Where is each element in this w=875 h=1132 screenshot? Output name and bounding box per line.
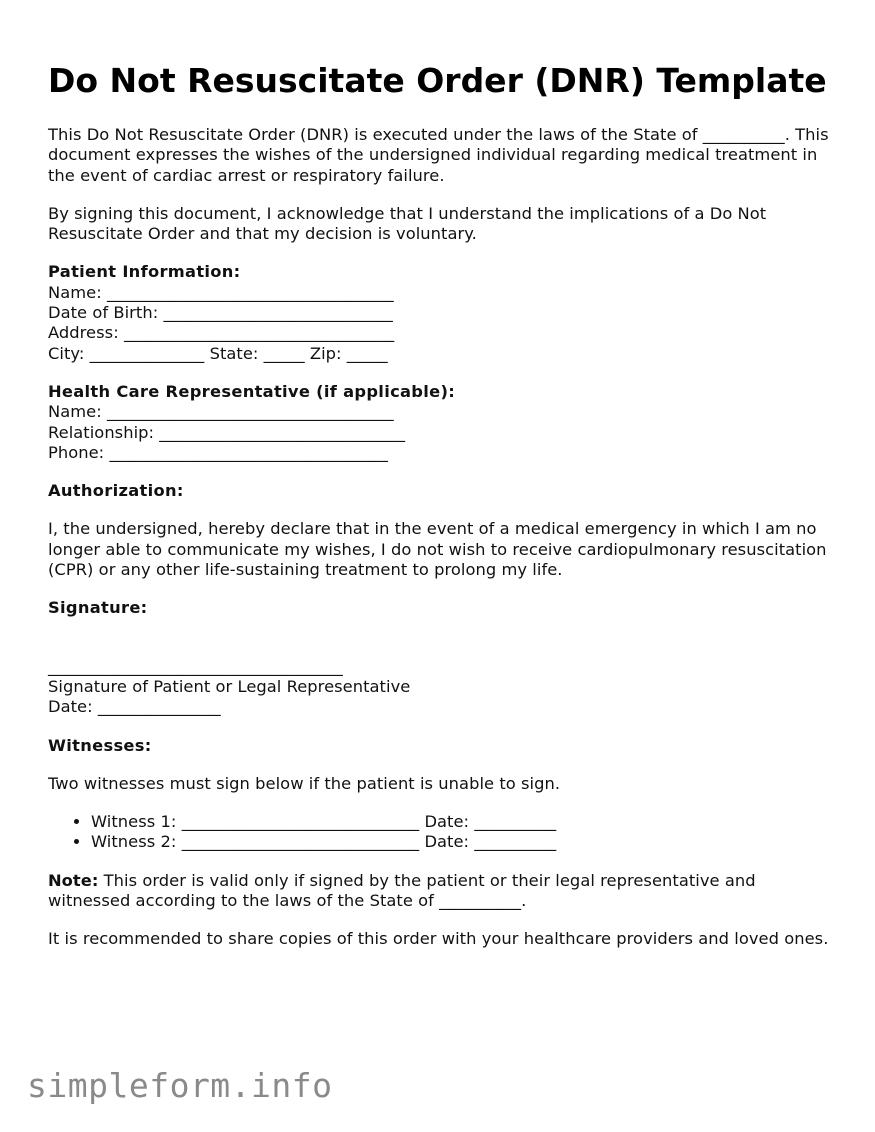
signature-heading: Signature: (48, 598, 148, 618)
patient-information-section (48, 262, 838, 363)
signature-section (48, 637, 838, 718)
patient-name-field: Name: ___________________________________ (48, 282, 394, 302)
intro-paragraph: This Do Not Resuscitate Order (DNR) is executed under the laws of the State of __________. This document expresses the wishes of the undersigned individual regarding medical treatment in the event of cardiac arrest or respiratory failure. (48, 125, 829, 185)
note-text: This order is valid only if signed by the patient or their legal representative and witnessed according to the laws of the State of __________. (48, 870, 756, 911)
patient-dob-field: Date of Birth: ____________________________ (48, 303, 393, 323)
signature-label: Signature of Patient or Legal Representative (48, 676, 411, 696)
witnesses-instruction: Two witnesses must sign below if the patient is unable to sign. (48, 773, 561, 793)
witness-item: • Witness 1: _____________________________ Date: __________ (91, 812, 838, 832)
authorization-paragraph: I, the undersigned, hereby declare that in the event of a medical emergency in which I am no longer able to communicate my wishes, I do not wish to receive cardiopulmonary resuscitation (CPR) or any other life-sustaining treatment to prolong my life. (48, 519, 827, 580)
note-label: Note: (48, 870, 99, 890)
dnr-document (48, 60, 838, 968)
authorization-heading: Authorization: (48, 481, 184, 501)
acknowledgement-paragraph: By signing this document, I acknowledge that I understand the implications of a Do Not Resuscitate Order and that my decision is voluntary. (48, 203, 767, 244)
patient-information-heading: Patient Information: (48, 262, 241, 282)
representative-phone-field: Phone: __________________________________ (48, 442, 388, 462)
representative-section (48, 382, 838, 463)
witnesses-heading: Witnesses: (48, 735, 152, 755)
signature-space (48, 637, 838, 657)
recommendation-paragraph: It is recommended to share copies of this order with your healthcare providers and loved ones. (48, 929, 829, 949)
representative-relationship-field: Relationship: ______________________________ (48, 422, 406, 442)
watermark-text: simpleform.info (27, 1066, 333, 1105)
document-title: Do Not Resuscitate Order (DNR) Template (48, 61, 827, 100)
witness-list (48, 812, 838, 853)
witness-item: • Witness 2: _____________________________ Date: __________ (91, 832, 838, 852)
representative-name-field: Name: ___________________________________ (48, 402, 394, 422)
signature-date-field: Date: _______________ (48, 697, 221, 717)
note-paragraph (48, 871, 838, 912)
signature-line: ____________________________________ (48, 656, 343, 676)
patient-address-field: Address: _________________________________ (48, 323, 395, 343)
representative-heading: Health Care Representative (if applicable): (48, 381, 456, 401)
patient-city-state-zip-field: City: ______________ State: _____ Zip: _____ (48, 343, 388, 363)
